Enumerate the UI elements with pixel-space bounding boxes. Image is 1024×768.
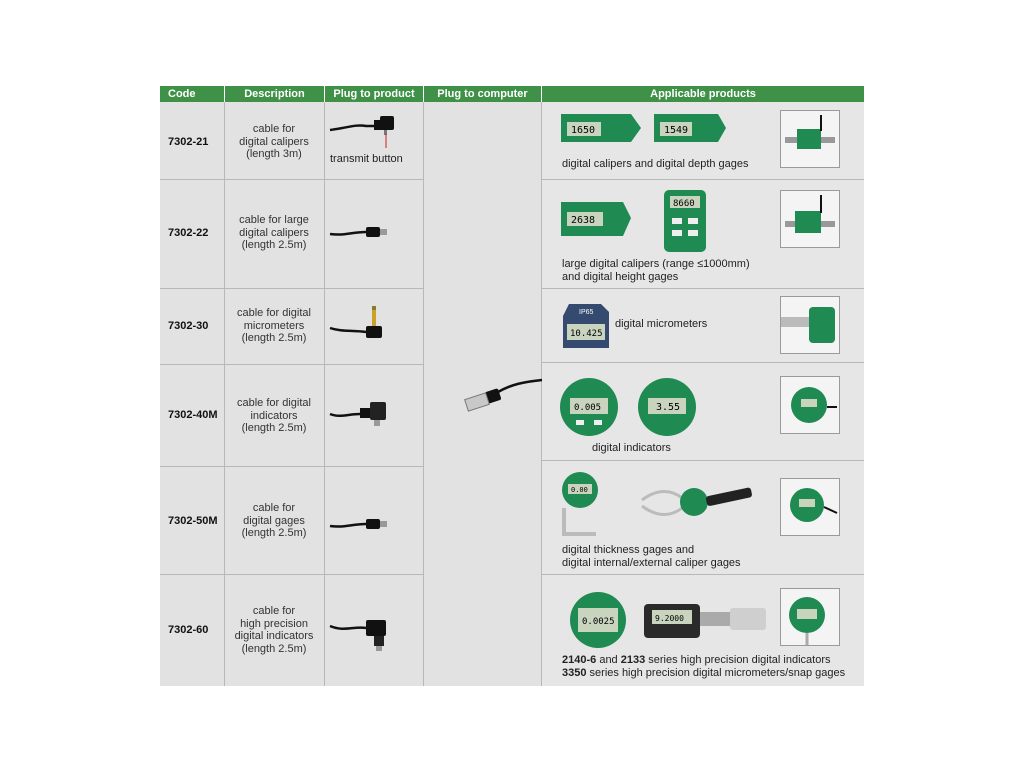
grid-line	[542, 288, 864, 289]
grid-line	[542, 362, 864, 363]
audio-jack-cable-icon	[326, 302, 422, 350]
micro-usb-cable-icon	[326, 504, 422, 544]
indicator-with-cable-photo	[780, 376, 840, 434]
lcd-000: 0.00	[571, 486, 588, 494]
grid-line	[324, 102, 325, 686]
applicable-text-row-5: digital thickness gages and digital internal/external caliper gages	[562, 544, 741, 569]
high-precision-indicator-icon	[568, 590, 628, 650]
grid-line	[542, 179, 864, 180]
lcd-00025: 0.0025	[582, 617, 615, 627]
digital-caliper-display-icon	[561, 110, 643, 146]
angled-micro-usb-cable-icon	[326, 392, 422, 436]
grid-line	[160, 466, 424, 467]
code-7302-30: 7302-30	[168, 320, 209, 332]
caliper-with-cable-photo	[780, 110, 840, 168]
applicable-text-row-2: large digital calipers (range ≤1000mm) and digital height gages	[562, 258, 750, 283]
header-applicable-products: Applicable products	[542, 86, 864, 102]
micro-usb-cable-icon	[326, 212, 422, 252]
micrometer-display-icon	[561, 302, 611, 350]
large-caliper-display-icon	[561, 198, 633, 240]
grid-line	[160, 364, 424, 365]
height-gage-with-cable-photo	[780, 190, 840, 248]
code-7302-22: 7302-22	[168, 227, 209, 239]
lcd-8660: 8660	[673, 199, 695, 209]
description-7302-30: cable for digital micrometers (length 2.5m)	[237, 307, 311, 344]
lcd-355: 3.55	[656, 402, 681, 413]
digital-indicator-icon	[636, 376, 698, 438]
applicable-text-row-4: digital indicators	[592, 442, 671, 454]
description-7302-21: cable for digital calipers (length 3m)	[239, 123, 309, 160]
caliper-gage-icon	[638, 478, 756, 528]
transmit-button-note: transmit button	[330, 153, 403, 165]
lcd-92000: 9.2000	[655, 614, 684, 623]
digital-micrometer-icon	[640, 594, 772, 644]
grid-line	[160, 179, 424, 180]
digital-caliper-display-icon	[654, 110, 728, 146]
lcd-10425: 10.425	[570, 329, 603, 339]
hp-indicator-with-cable-photo	[780, 588, 840, 646]
grid-line	[542, 460, 864, 461]
gage-with-cable-photo	[780, 478, 840, 536]
header-code: Code	[160, 86, 224, 102]
cable-table	[160, 86, 864, 686]
lcd-2638: 2638	[571, 215, 596, 226]
applicable-text-row-3: digital micrometers	[615, 318, 708, 330]
description-7302-22: cable for large digital calipers (length 2.5m)	[239, 214, 309, 251]
height-gage-display-icon	[662, 188, 708, 254]
description-7302-50m: cable for digital gages (length 2.5m)	[241, 502, 307, 539]
thickness-gage-icon	[558, 468, 602, 540]
grid-line	[160, 574, 424, 575]
grid-line	[224, 102, 225, 686]
lcd-1549: 1549	[664, 125, 689, 136]
grid-line	[160, 288, 424, 289]
applicable-text-row-6: 2140-6 and 2133 series high precision digital indicators 3350 series high precision digital micrometers/snap gages	[562, 654, 846, 679]
header-plug-to-computer: Plug to computer	[424, 86, 541, 102]
digital-indicator-icon	[558, 376, 620, 438]
grid-line	[542, 574, 864, 575]
grid-line	[423, 102, 424, 686]
code-7302-40m: 7302-40M	[168, 409, 218, 421]
lcd-1650: 1650	[571, 125, 596, 136]
description-7302-60: cable for high precision digital indicators (length 2.5m)	[234, 605, 314, 655]
code-7302-50m: 7302-50M	[168, 515, 218, 527]
description-7302-40m: cable for digital indicators (length 2.5m)	[237, 397, 311, 434]
applicable-text-row-1: digital calipers and digital depth gages	[562, 158, 749, 170]
usb-a-plug-icon	[462, 374, 544, 418]
code-7302-21: 7302-21	[168, 136, 209, 148]
right-angle-cable-icon	[326, 606, 422, 656]
header-plug-to-product: Plug to product	[325, 86, 423, 102]
header-description: Description	[225, 86, 324, 102]
ip65-label: IP65	[579, 309, 594, 316]
code-7302-60: 7302-60	[168, 624, 209, 636]
lcd-0005: 0.005	[574, 403, 602, 413]
micrometer-with-cable-photo	[780, 296, 840, 354]
